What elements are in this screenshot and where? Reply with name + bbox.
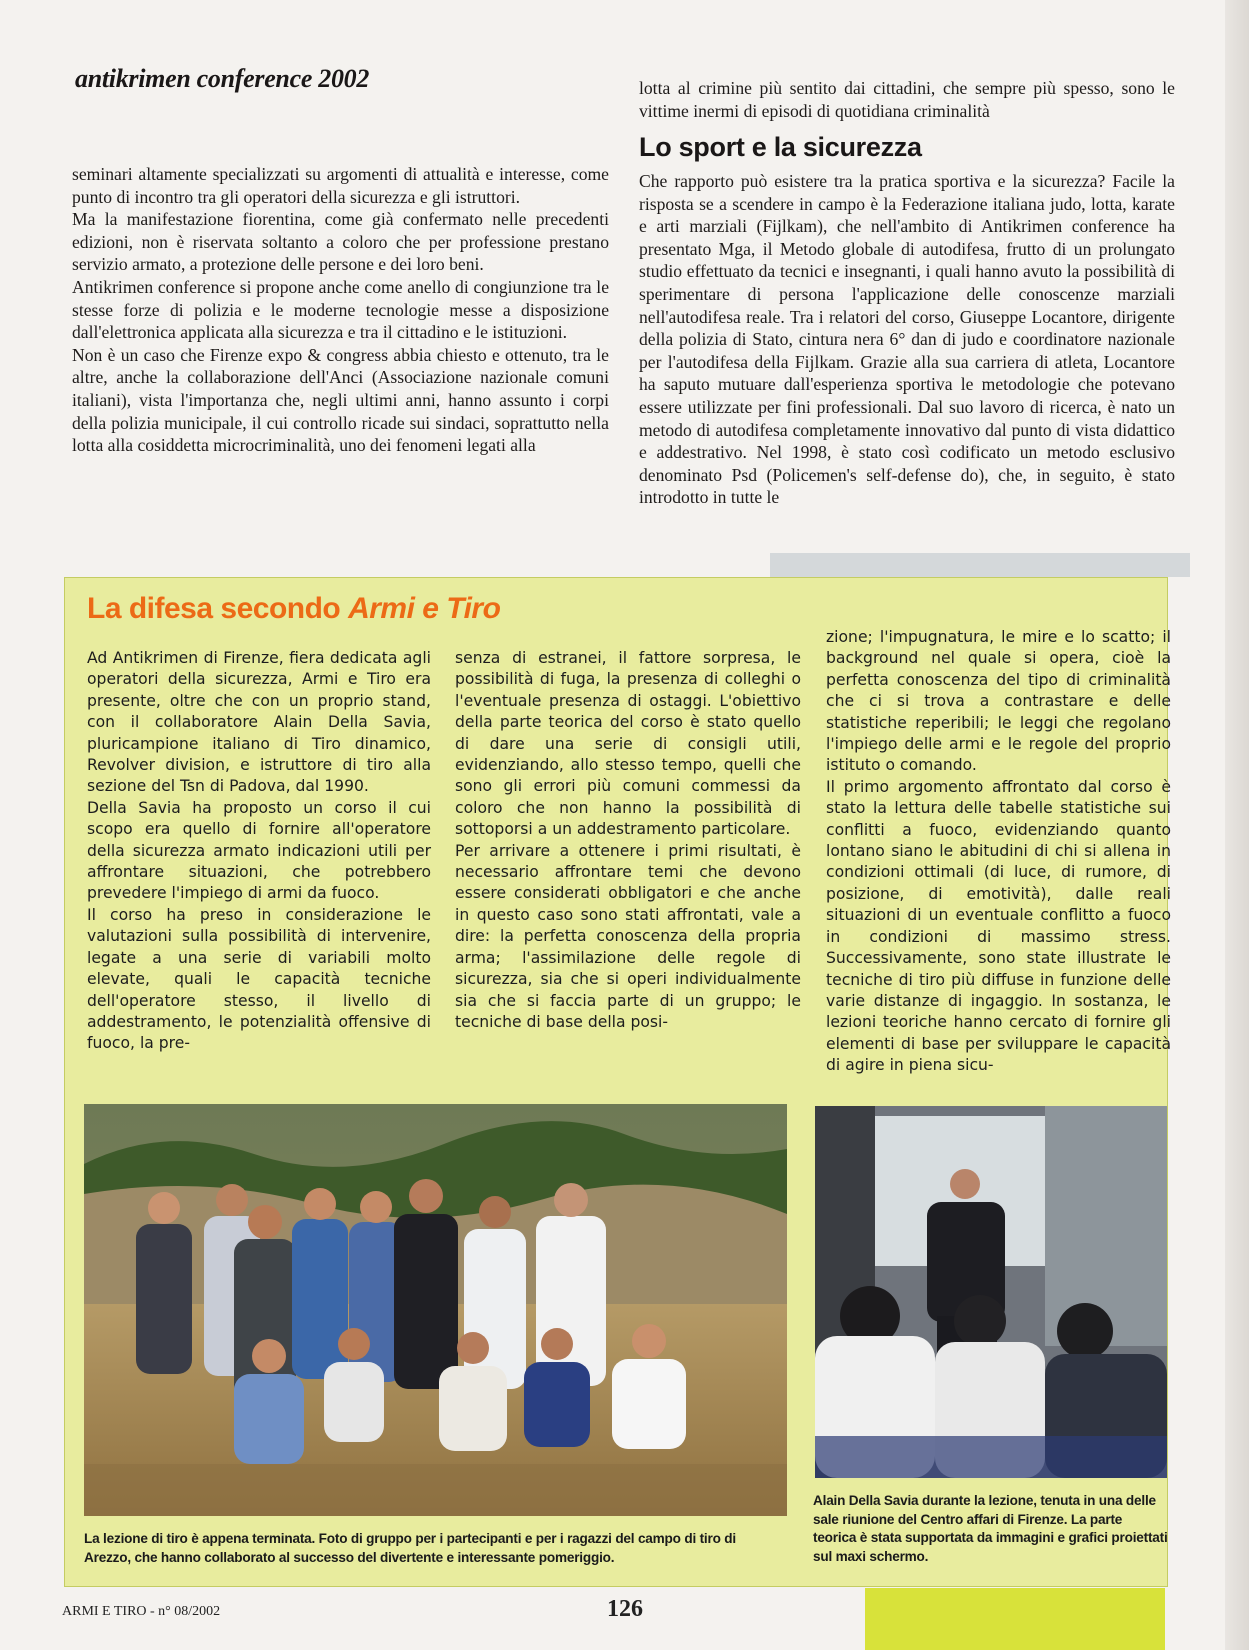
box-column-3: [826, 627, 1171, 1077]
box-column-1: [87, 648, 431, 1055]
paragraph: Ad Antikrimen di Firenze, fiera dedicata agli operatori della sicurezza, Armi e Tiro era presente, oltre che con un proprio stand, con il collaboratore Alain Della Savia, pluricampione italiano di Tiro dinamico, Revolver division, e istruttore di tiro alla sezione del Tsn di Padova, dal 1990.: [87, 649, 431, 796]
paragraph: Che rapporto può esistere tra la pratica sportiva e la sicurezza? Facile la risposta se a scendere in campo è la Federazione italiana judo, lotta, karate e arti marziali (Fijlkam), che nell'ambito di Antikrimen conference ha presentato Mga, il Metodo globale di autodifesa, frutto di un prolungato studio effettuato da tecnici e insegnanti, i quali hanno avuto la possibilità di sperimentare di persona l'applicazione delle conoscenze marziali nell'autodifesa reale. Tra i relatori del corso, Giuseppe Locantore, dirigente della polizia di Stato, cintura nera 6° dan di judo e coordinatore nazionale per l'autodifesa della Fijlkam. Grazie alla sua carriera di atleta, Locantore ha saputo mutuare dall'esperienza sportiva le metodologie che potevano essere utilizzate per fini professionali. Dal suo lavoro di ricerca, è nato un metodo di autodifesa completamente innovativo dal punto di vista didattico e addestrativo. Nel 1998, è stato così codificato un metodo esclusivo denominato Psd (Policemen's self-defense do), che, in seguito, è stato introdotto in tutte le: [639, 171, 1175, 508]
right-column: [639, 170, 1175, 509]
paragraph: Antikrimen conference si propone anche come anello di congiunzione tra le stesse forze di polizia e le moderne tecnologie messe a disposizione dall'elettronica applicata alla sicurezza e tra il cittadino e le istituzioni.: [72, 276, 609, 343]
lesson-photo-caption: Alain Della Savia durante la lezione, tenuta in una delle sale riunione del Centro affari di Firenze. La parte teorica è stata supportata da immagini e grafici proiettati sul maxi schermo.: [813, 1493, 1168, 1564]
paragraph: lotta al crimine più sentito dai cittadini, che sempre più spesso, sono le vittime inermi di episodi di quotidiana criminalità: [639, 78, 1175, 121]
paragraph: Il primo argomento affrontato dal corso è stato la lettura delle tabelle statistiche sui conflitti a fuoco, evidenziando quanto lontano siano le abitudini di chi si allena in condizioni ottimali (di luce, di rumore, di posizione, di emotività), dalle reali situazioni di un eventuale conflitto a fuoco in condizioni di massimo stress. Successivamente, sono state illustrate le tecniche di tiro più diffuse in funzione delle varie distanze di ingaggio. In sostanza, le lezioni teoriche hanno cercato di fornire gli elementi di base per sviluppare le capacità di agire in piena sicu-: [826, 777, 1171, 1075]
paragraph: Della Savia ha proposto un corso il cui scopo era quello di fornire all'operatore della sicurezza armato indicazioni utili per affrontare situazioni, che potrebbero prevedere l'impiego di armi da fuoco.: [87, 798, 431, 903]
section-heading: Lo sport e la sicurezza: [639, 132, 922, 162]
footer-magazine: ARMI E TIRO - n° 08/2002: [62, 1604, 221, 1619]
page-number: 126: [607, 1596, 643, 1622]
right-top-text: [639, 77, 1175, 122]
paragraph: senza di estranei, il fattore sorpresa, le possibilità di fuga, la presenza di colleghi o l'eventuale presenza di ostaggi. L'obiettivo della parte teorica del corso è stato quello di dare una serie di consigli utili, evidenziando, allo stesso tempo, quelli che sono gli errori più comuni commessi da coloro che non hanno la possibilità di sottoporsi a un addestramento particolare.: [455, 649, 801, 839]
paragraph: Per arrivare a ottenere i primi risultati, è necessario affrontare temi che devono essere considerati obbligatori e che anche in questo caso sono stati affrontati, vale a dire: la perfetta conoscenza della propria arma; l'assimilazione delle regole di sicurezza, sia che si operi individualmente sia che si faccia parte di un gruppo; le tecniche di base della posi-: [455, 841, 801, 1031]
paragraph: Il corso ha preso in considerazione le valutazioni sulla possibilità di intervenire, legate a una serie di variabili molto elevate, quali le capacità tecniche dell'operatore stesso, il livello di addestramento, le potenzialità offensive di fuoco, la pre-: [87, 905, 431, 1053]
paragraph: seminari altamente specializzati su argomenti di attualità e interesse, come punto di incontro tra gli operatori della sicurezza e gli istruttori.: [72, 164, 609, 207]
lesson-photo: [815, 1106, 1167, 1478]
box-title-plain: La difesa secondo: [87, 592, 349, 625]
left-column: [72, 163, 609, 457]
footer-color-tab: [865, 1588, 1165, 1650]
show-through-bar: [770, 553, 1190, 577]
group-photo-caption: La lezione di tiro è appena terminata. Foto di gruppo per i partecipanti e per i ragazzi del campo di tiro di Arezzo, che hanno collaborato al successo del divertente e interessante pomeriggio.: [84, 1531, 736, 1565]
page-edge: [1225, 0, 1249, 1650]
paragraph: Ma la manifestazione fiorentina, come già confermato nelle precedenti edizioni, non è riservata soltanto a coloro che per professione prestano servizio armato, a protezione delle persone e dei loro beni.: [72, 209, 609, 275]
box-column-2: [455, 648, 801, 1033]
box-title-italic: Armi e Tiro: [348, 592, 501, 625]
paragraph: Non è un caso che Firenze expo & congress abbia chiesto e ottenuto, tra le altre, anche la collaborazione dell'Anci (Associazione nazionale comuni italiani), vista l'importanza che, negli ultimi anni, hanno assunto i corpi della polizia municipale, il cui controllo ricade sui sindaci, soprattutto nella lotta alla cosiddetta microcriminalità, uno dei fenomeni legati alla: [72, 344, 609, 456]
running-head: antikrimen conference 2002: [75, 64, 370, 93]
box-title: [87, 592, 500, 626]
paragraph: zione; l'impugnatura, le mire e lo scatto; il background nel quale si opera, cioè la perfetta conoscenza del tipo di criminalità che ci si trova a contrastare e delle statistiche reperibili; le leggi che regolano l'impiego delle armi e le regole del proprio istituto o comando.: [826, 628, 1171, 775]
group-photo: [84, 1104, 787, 1516]
